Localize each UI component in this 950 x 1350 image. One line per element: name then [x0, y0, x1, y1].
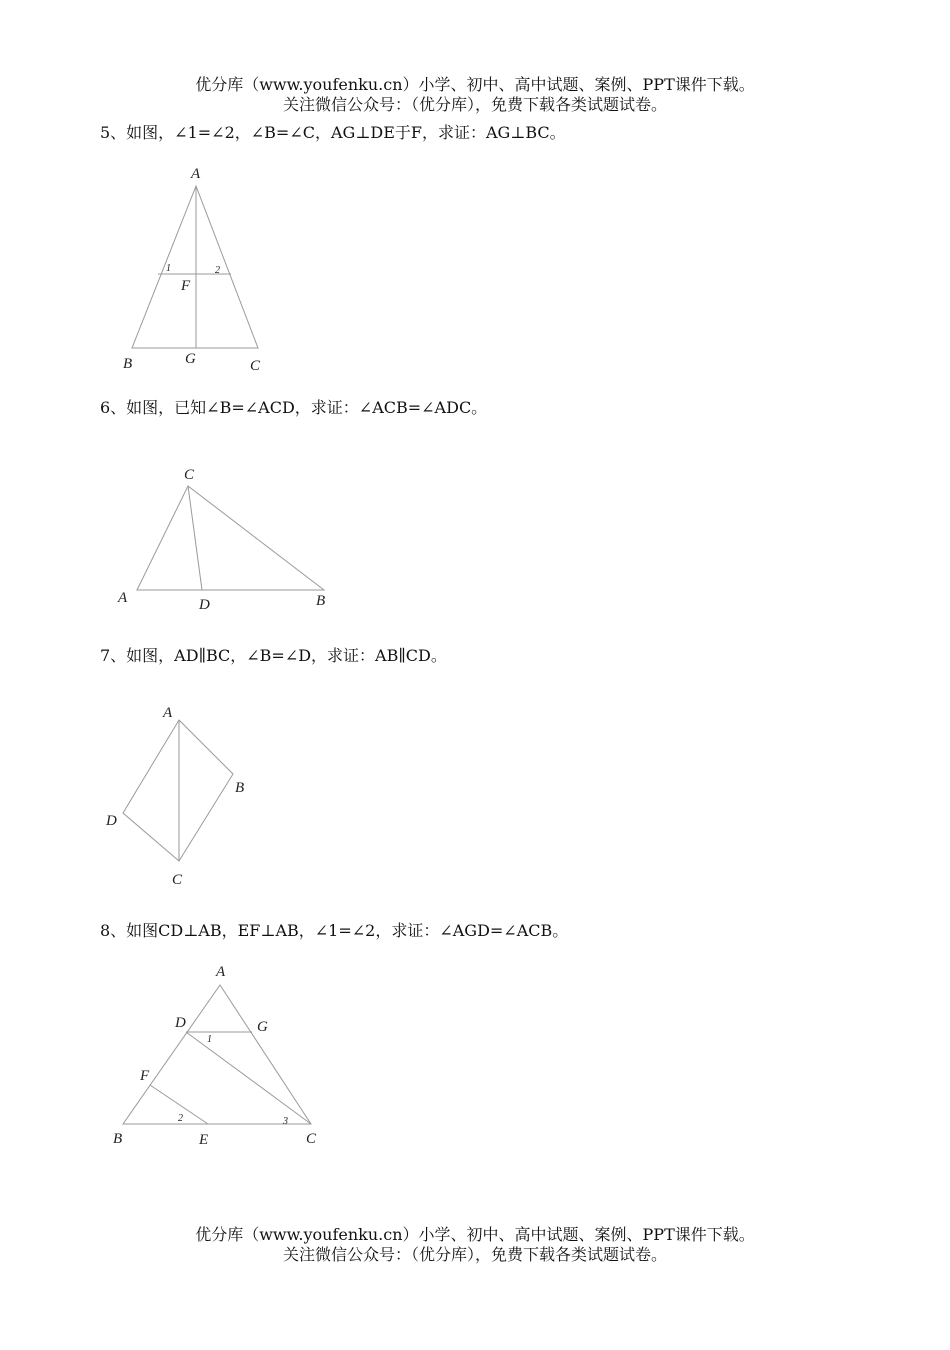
label-angle-2: 2 — [178, 1113, 183, 1124]
question-6-figure — [0, 460, 360, 620]
label-d: D — [199, 597, 210, 613]
question-6-text: 6、如图，已知∠B=∠ACD，求证：∠ACB=∠ADC。 — [100, 398, 488, 417]
label-b: B — [113, 1131, 123, 1147]
question-8-figure — [0, 960, 360, 1160]
label-b: B — [235, 780, 245, 796]
label-c: C — [250, 358, 261, 374]
label-b: B — [316, 593, 326, 609]
question-8-text: 8、如图CD⊥AB，EF⊥AB，∠1=∠2，求证：∠AGD=∠ACB。 — [100, 921, 569, 940]
segment-cd — [188, 486, 202, 590]
label-f: F — [140, 1068, 150, 1084]
label-angle-3: 3 — [283, 1116, 288, 1127]
label-angle-1: 1 — [207, 1034, 212, 1045]
label-a: A — [191, 166, 201, 182]
label-angle-1: 1 — [166, 263, 171, 274]
page-footer-line-1: 优分库（www.youfenku.cn）小学、初中、高中试题、案例、PPT课件下载。 — [195, 1225, 755, 1244]
question-7-text: 7、如图，AD∥BC，∠B=∠D，求证：AB∥CD。 — [100, 646, 447, 665]
label-a: A — [216, 964, 226, 980]
label-d: D — [175, 1015, 186, 1031]
page-footer-line-2: 关注微信公众号：（优分库），免费下载各类试题试卷。 — [282, 1245, 667, 1264]
label-a: A — [163, 705, 173, 721]
label-c: C — [306, 1131, 317, 1147]
page-header-line-2: 关注微信公众号：（优分库），免费下载各类试题试卷。 — [282, 95, 667, 114]
question-5-figure — [0, 160, 300, 380]
label-g: G — [257, 1019, 268, 1035]
label-c: C — [184, 467, 195, 483]
question-5-text: 5、如图，∠1=∠2，∠B=∠C，AG⊥DE于F，求证：AG⊥BC。 — [100, 123, 566, 142]
page-header-line-1: 优分库（www.youfenku.cn）小学、初中、高中试题、案例、PPT课件下载。 — [195, 75, 755, 94]
label-e: E — [199, 1132, 209, 1148]
label-f: F — [181, 278, 191, 294]
label-c: C — [172, 872, 183, 888]
label-g: G — [185, 351, 196, 367]
segment-dc — [186, 1032, 311, 1124]
label-a: A — [118, 590, 128, 606]
label-angle-2: 2 — [215, 265, 220, 276]
label-b: B — [123, 356, 133, 372]
triangle-abc — [137, 486, 324, 590]
triangle-abc — [132, 186, 258, 348]
question-7-figure — [0, 700, 300, 890]
label-d: D — [106, 813, 117, 829]
quadrilateral-abcd — [123, 720, 233, 861]
